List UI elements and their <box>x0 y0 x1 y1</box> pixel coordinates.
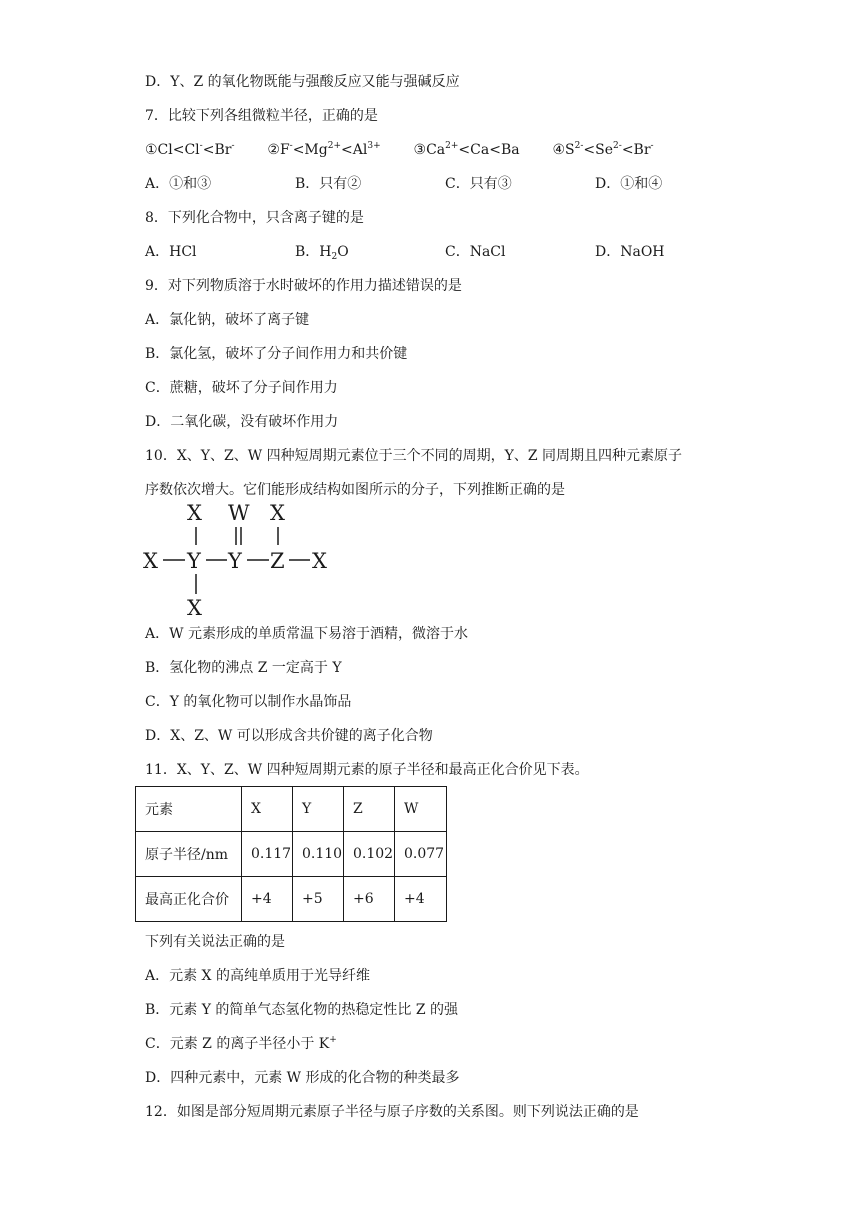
q8-option-d: D．NaOH <box>595 244 665 260</box>
q11-option-a: A．元素 X 的高纯单质用于光导纤维 <box>145 968 370 984</box>
q7-option-c: C．只有③ <box>445 176 512 192</box>
q11-stem: 11．X、Y、Z、W 四种短周期元素的原子半径和最高正化合价见下表。 <box>145 762 589 778</box>
atom-z: Z <box>270 549 285 573</box>
q10-stem-line-2: 序数依次增大。它们能形成结构如图所示的分子，下列推断正确的是 <box>145 482 565 498</box>
table-row <box>136 787 447 832</box>
table-cell: 最高正化合价 <box>136 877 242 922</box>
table-row <box>136 832 447 877</box>
table-cell: +5 <box>293 877 344 922</box>
table-header-cell: 元素 <box>136 787 242 832</box>
q8-option-c: C．NaCl <box>445 244 506 260</box>
table-cell: 0.110 <box>293 832 344 877</box>
table-cell: +4 <box>242 877 293 922</box>
q10-option-b: B．氢化物的沸点 Z 一定高于 Y <box>145 660 342 676</box>
table-cell: 原子半径/nm <box>136 832 242 877</box>
q7-item-3: $③Ca^{2+}<Ca<Ba$ <box>413 141 520 158</box>
molecule-structure-diagram <box>140 498 340 620</box>
table-header-cell: W <box>395 787 447 832</box>
q8-option-a: A．HCl <box>145 244 197 260</box>
atom-x-left: X <box>143 549 158 573</box>
q12-stem: 12．如图是部分短周期元素原子半径与原子序数的关系图。则下列说法正确的是 <box>145 1104 639 1120</box>
q11-option-d: D．四种元素中，元素 W 形成的化合物的种类最多 <box>145 1070 460 1086</box>
atom-x-right: X <box>312 549 327 573</box>
table-cell: +4 <box>395 877 447 922</box>
q10-stem-line-1: 10．X、Y、Z、W 四种短周期元素位于三个不同的周期，Y、Z 同周期且四种元素原子 <box>145 448 683 464</box>
q6-option-d: D．Y、Z 的氧化物既能与强酸反应又能与强碱反应 <box>145 74 460 90</box>
q9-option-b: B．氯化氢，破坏了分子间作用力和共价键 <box>145 346 408 362</box>
q9-stem: 9．对下列物质溶于水时破坏的作用力描述错误的是 <box>145 278 462 294</box>
table-cell: +6 <box>344 877 395 922</box>
table-cell: 0.077 <box>395 832 447 877</box>
q10-option-a: A．W 元素形成的单质常温下易溶于酒精，微溶于水 <box>145 626 468 642</box>
q11-option-c: C．元素 Z 的离子半径小于 K+ <box>145 1035 337 1052</box>
table-cell: 0.117 <box>242 832 293 877</box>
element-data-table <box>135 786 447 922</box>
atom-w-top: W <box>228 501 250 525</box>
q7-item-1: ①Cl<Cl-<Br- <box>145 141 235 158</box>
q9-option-c: C．蔗糖，破坏了分子间作用力 <box>145 380 338 396</box>
q7-option-b: B．只有② <box>295 176 362 192</box>
q10-option-c: C．Y 的氧化物可以制作水晶饰品 <box>145 694 352 710</box>
table-header-cell: Z <box>344 787 395 832</box>
atom-y-1: Y <box>187 549 201 573</box>
q8-option-b: B．$H_2O$ <box>295 244 349 262</box>
atom-x-bottom: X <box>187 596 202 620</box>
q9-option-a: A．氯化钠，破坏了离子键 <box>145 312 310 328</box>
atom-y-2: Y <box>228 549 242 573</box>
q7-stem: 7．比较下列各组微粒半径，正确的是 <box>145 108 378 124</box>
table-cell: 0.102 <box>344 832 395 877</box>
q10-option-d: D．X、Z、W 可以形成含共价键的离子化合物 <box>145 728 433 744</box>
q7-item-2: $②F^-<Mg^{2+}<Al^{3+}$ <box>267 141 381 158</box>
q8-options <box>145 242 745 262</box>
atom-x-top-left: X <box>187 501 202 525</box>
q7-items <box>145 140 654 160</box>
table-header-cell: X <box>242 787 293 832</box>
q7-options <box>145 174 745 194</box>
q8-stem: 8．下列化合物中，只含离子键的是 <box>145 210 364 226</box>
table-header-cell: Y <box>293 787 344 832</box>
q7-option-a: A．①和③ <box>145 176 212 192</box>
q7-option-d: D．①和④ <box>595 176 663 192</box>
q11-lead: 下列有关说法正确的是 <box>145 934 285 950</box>
atom-x-top-right: X <box>270 501 285 525</box>
q7-item-4: $④S^{2-}<Se^{2-}<Br^-$ <box>552 141 654 158</box>
table-row <box>136 877 447 922</box>
q11-option-b: B．元素 Y 的简单气态氢化物的热稳定性比 Z 的强 <box>145 1002 459 1018</box>
q9-option-d: D．二氧化碳，没有破坏作用力 <box>145 414 339 430</box>
